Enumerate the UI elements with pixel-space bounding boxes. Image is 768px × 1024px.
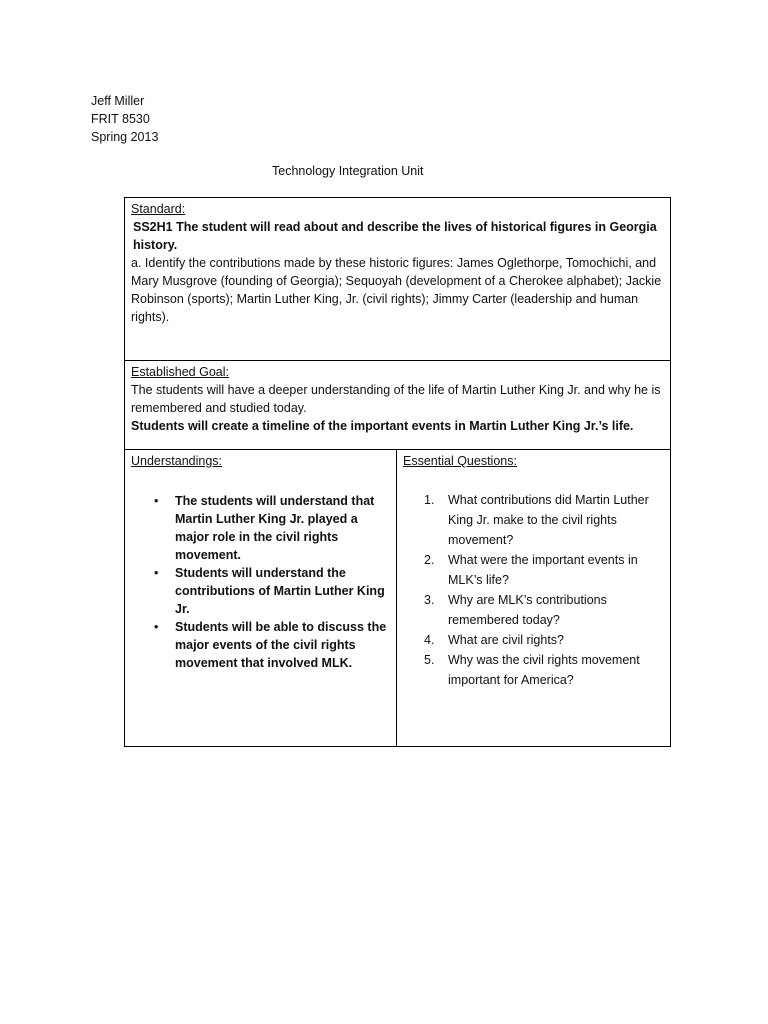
- list-item: 1. What contributions did Martin Luther King Jr. make to the civil rights movement?: [424, 493, 649, 547]
- bullet-icon: •: [154, 566, 159, 580]
- understandings-row: [125, 450, 671, 747]
- essential-questions-heading: Essential Questions:: [403, 454, 517, 468]
- standard-cell: [125, 198, 671, 361]
- list-item: • Students will be able to discuss the major events of the civil rights movement that involved MLK.: [154, 620, 387, 670]
- list-item: 3. Why are MLK’s contributions remembered today?: [424, 593, 607, 627]
- bullet-icon: •: [154, 620, 159, 634]
- term: Spring 2013: [91, 130, 159, 144]
- author-header: [91, 92, 158, 146]
- goal-text-2: Students will create a timeline of the important events in Martin Luther King Jr.’s life.: [131, 419, 634, 433]
- standard-heading: Standard:: [131, 202, 186, 216]
- goal-cell: [125, 361, 671, 450]
- list-item: • Students will understand the contributions of Martin Luther King Jr.: [154, 566, 385, 616]
- list-item: 2. What were the important events in MLK’s life?: [424, 553, 638, 587]
- understandings-list: [131, 492, 391, 672]
- list-item: • The students will understand that Martin Luther King Jr. played a major role in the civil rights movement.: [154, 494, 375, 562]
- understandings-heading: Understandings:: [131, 454, 223, 468]
- author-name: Jeff Miller: [91, 94, 145, 108]
- unit-plan-table: [124, 197, 671, 747]
- standard-code: SS2H1 The student will read about and describe the lives of historical figures in Georgia history.: [133, 220, 657, 252]
- understandings-cell: [125, 450, 397, 747]
- standard-detail: a. Identify the contributions made by these historic figures: James Oglethorpe, Tomochichi, and Mary Musgrove (founding of Georgia); Sequoyah (development of a Cherokee alphabet); Jackie Robinson (sports); Martin Luther King, Jr. (civil rights); Jimmy Carter (leadership and human rights).: [131, 256, 662, 324]
- bullet-icon: •: [154, 494, 159, 508]
- goal-row: [125, 361, 671, 450]
- list-item: 4. What are civil rights?: [424, 633, 565, 647]
- essential-questions-cell: [397, 450, 671, 747]
- goal-heading: Established Goal:: [131, 365, 229, 379]
- list-item: 5. Why was the civil rights movement important for America?: [424, 653, 640, 687]
- standard-row: [125, 198, 671, 361]
- goal-text-1: The students will have a deeper understanding of the life of Martin Luther King Jr. and why he is remembered and studied today.: [131, 383, 661, 415]
- document-title: Technology Integration Unit: [272, 164, 424, 178]
- course-code: FRIT 8530: [91, 112, 150, 126]
- essential-questions-list: [403, 490, 665, 690]
